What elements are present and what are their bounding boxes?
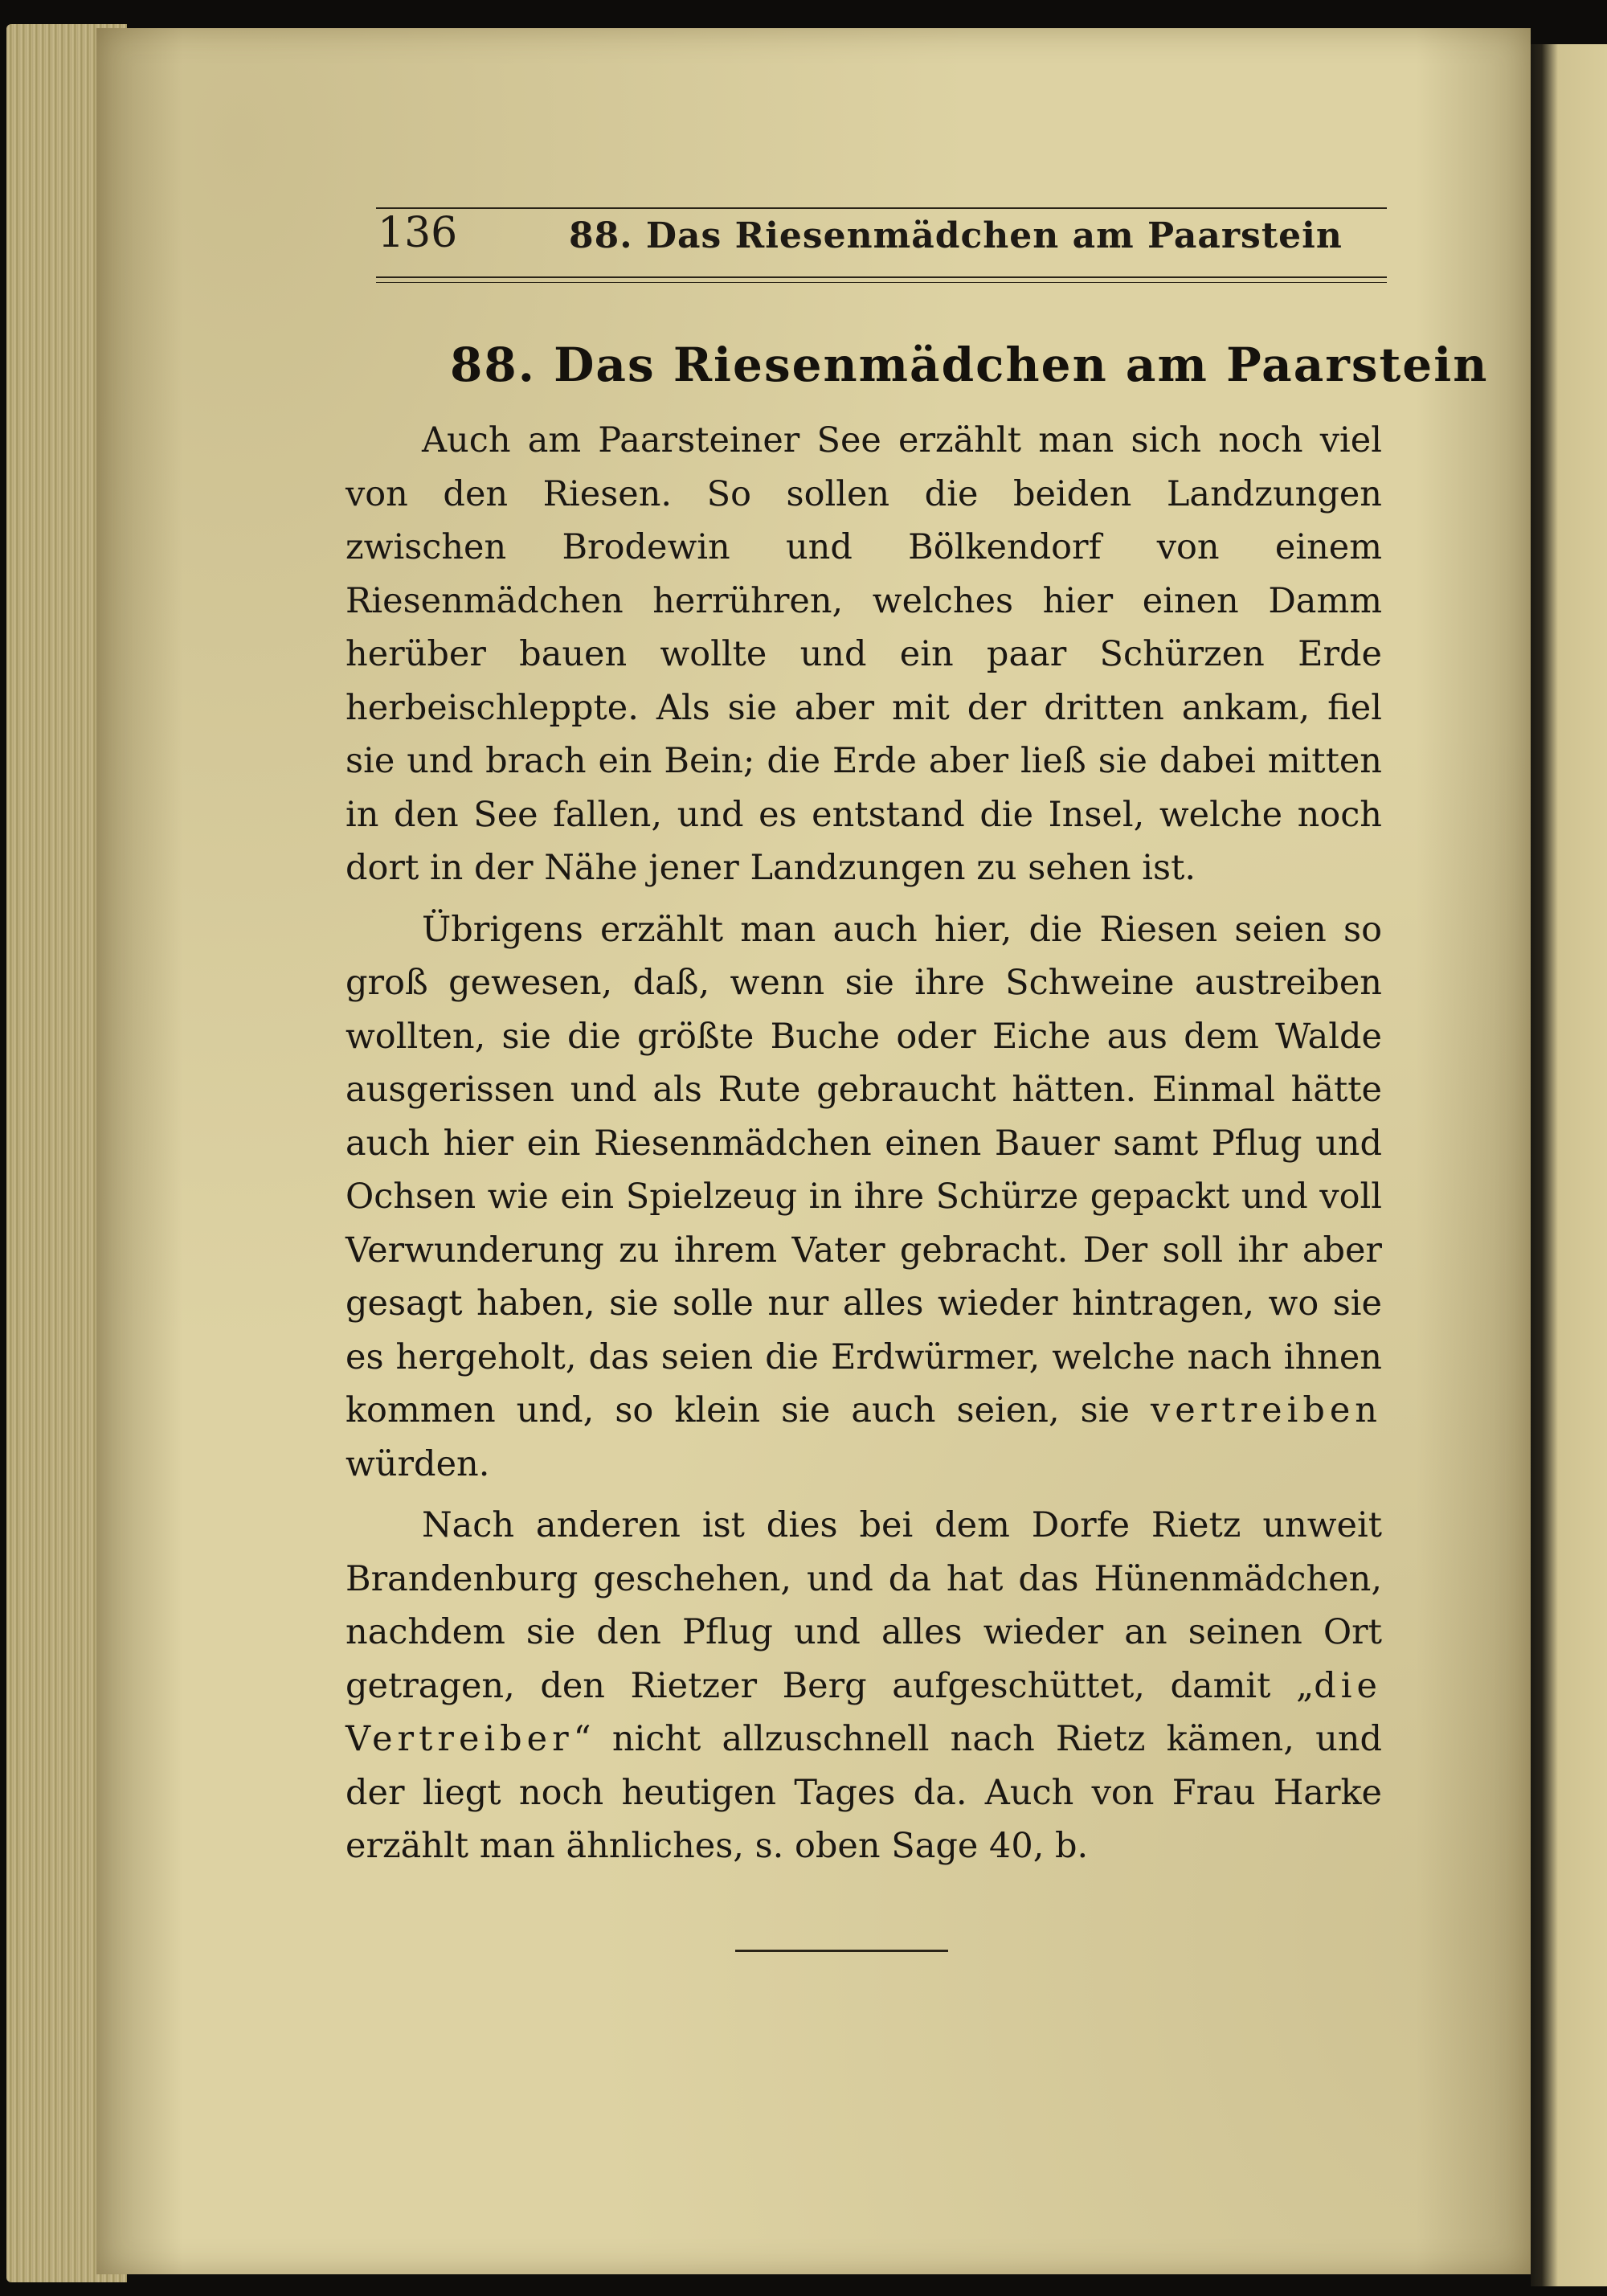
paragraph-1-text: Auch am Paarsteiner See erzählt man sich noch viel von den Riesen. So sollen die beiden Landzungen zwischen Brodewin und Bölkendorf von einem Riesenmädchen herrühren, welches hier einen Damm herüber bauen wollte und ein paar Schürzen Erde herbeischleppte. Als sie aber mit der dritten ankam, fiel sie und brach ein Bein; die Erde aber ließ sie dabei mitten in den See fallen, und es entstand die Insel, welche noch dort in der Nähe jener Landzungen zu sehen ist. <box>346 420 1382 888</box>
paragraph-2 <box>346 903 1382 1492</box>
paragraph-2-text-end: würden. <box>346 1443 490 1484</box>
paragraph-3-text-end: “ nicht allzuschnell nach Rietz kämen, und der liegt noch heutigen Tages da. Auch von Frau Harke erzählt man ähnliches, s. oben Sage 40, b. <box>346 1719 1382 1866</box>
header-rule-bottom-thin <box>376 282 1387 283</box>
page-number: 136 <box>378 209 458 257</box>
paragraph-3-spaced-words: die Vertreiber <box>346 1665 1382 1759</box>
end-rule <box>735 1950 948 1952</box>
facing-page-edge <box>1531 44 1607 2286</box>
paragraph-2-spaced-word: vertreiben <box>1151 1390 1382 1430</box>
story-text <box>346 414 1382 1909</box>
page-header <box>376 191 1387 288</box>
paragraph-2-text: Übrigens erzählt man auch hier, die Riesen seien so groß gewesen, daß, wenn sie ihre Schweine austreiben wollten, sie die größte Buche oder Eiche aus dem Walde ausgerissen und als Rute gebraucht hätten. Einmal hätte auch hier ein Riesenmädchen einen Bauer samt Pflug und Ochsen wie ein Spielzeug in ihre Schürze gepackt und voll Verwunderung zu ihrem Vater gebracht. Der soll ihr aber gesagt haben, sie solle nur alles wieder hintragen, wo sie es hergeholt, das seien die Erdwürmer, welche nach ihnen kommen und, so klein sie auch seien, sie <box>346 909 1382 1430</box>
story-title: 88. Das Riesenmädchen am Paarstein <box>450 338 1489 392</box>
paragraph-3 <box>346 1499 1382 1873</box>
header-rule-top <box>376 207 1387 209</box>
paragraph-3-text: Nach anderen ist dies bei dem Dorfe Rietz unweit Brandenburg geschehen, und da hat das Hünenmädchen, nachdem sie den Pflug und alles wieder an seinen Ort getragen, den Rietzer Berg aufgeschüttet, damit „ <box>346 1505 1382 1706</box>
header-rule-bottom <box>376 276 1387 278</box>
paragraph-1 <box>346 414 1382 895</box>
running-head: 88. Das Riesenmädchen am Paarstein <box>569 215 1343 256</box>
